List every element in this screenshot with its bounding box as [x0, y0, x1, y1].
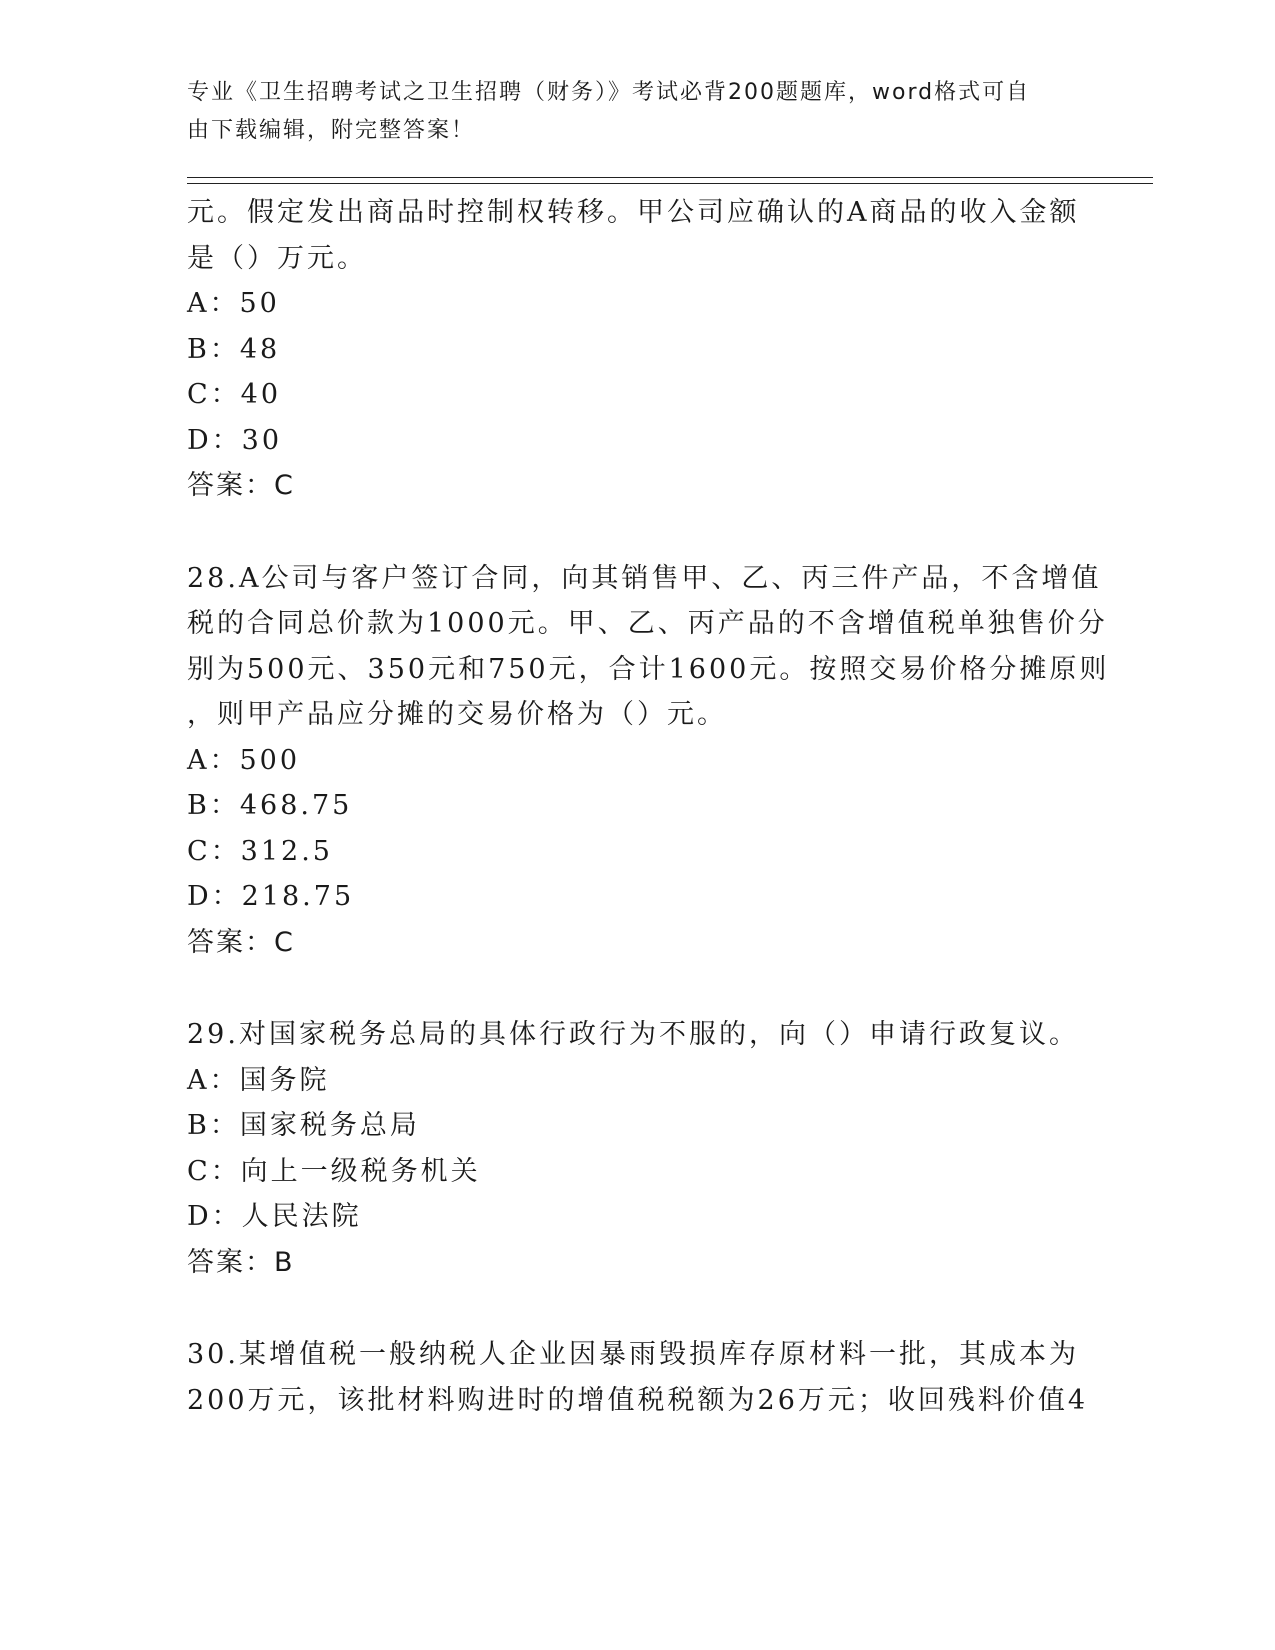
question-text-line: 元。假定发出商品时控制权转移。甲公司应确认的A商品的收入金额	[187, 197, 1080, 228]
option-b: B：468.75	[187, 790, 353, 821]
question-text-line: 28.A公司与客户签订合同，向其销售甲、乙、丙三件产品，不含增值	[187, 562, 1102, 594]
option-b: B：48	[187, 333, 281, 365]
question-spacer	[187, 965, 1087, 1012]
option-a: A：国务院	[187, 1064, 330, 1096]
header-title-line-1: 专业《卫生招聘考试之卫生招聘（财务）》考试必背200题题库，word格式可自	[187, 80, 1031, 105]
question-text-line: 29.对国家税务总局的具体行政行为不服的，向（）申请行政复议。	[187, 1019, 1079, 1050]
question-30	[187, 1332, 1087, 1423]
header-title-line-2: 由下载编辑，附完整答案！	[187, 118, 476, 143]
option-c: C：40	[187, 379, 282, 410]
question-28	[187, 556, 1110, 966]
question-27	[187, 190, 1087, 509]
header-divider-bottom	[187, 183, 1153, 184]
option-a: A：50	[187, 288, 280, 319]
question-text-line: 200万元，该批材料购进时的增值税税额为26万元；收回残料价值4	[187, 1384, 1089, 1416]
option-d: D：218.75	[187, 881, 355, 912]
question-text-line: 是（）万元。	[187, 242, 367, 274]
option-b: B：国家税务总局	[187, 1110, 420, 1141]
answer-line: 答案：B	[187, 1246, 295, 1278]
question-text-line: ，则甲产品应分摊的交易价格为（）元。	[187, 699, 727, 730]
question-text-line: 别为500元、350元和750元，合计1600元。按照交易价格分摊原则	[187, 653, 1110, 685]
option-c: C：向上一级税务机关	[187, 1155, 481, 1187]
question-29	[187, 1012, 1087, 1285]
question-list	[187, 190, 1110, 1423]
question-text-line: 税的合同总价款为1000元。甲、乙、丙产品的不含增值税单独售价分	[187, 608, 1108, 639]
question-spacer	[187, 509, 1087, 556]
document-header	[187, 74, 1067, 150]
answer-line: 答案：C	[187, 470, 295, 501]
header-divider-top	[187, 177, 1153, 178]
option-d: D：人民法院	[187, 1201, 362, 1232]
option-a: A：500	[187, 744, 301, 776]
question-text-line: 30.某增值税一般纳税人企业因暴雨毁损库存原材料一批，其成本为	[187, 1339, 1079, 1370]
answer-line: 答案：C	[187, 926, 295, 958]
option-c: C：312.5	[187, 835, 333, 867]
option-d: D：30	[187, 424, 283, 456]
question-spacer	[187, 1285, 1087, 1332]
